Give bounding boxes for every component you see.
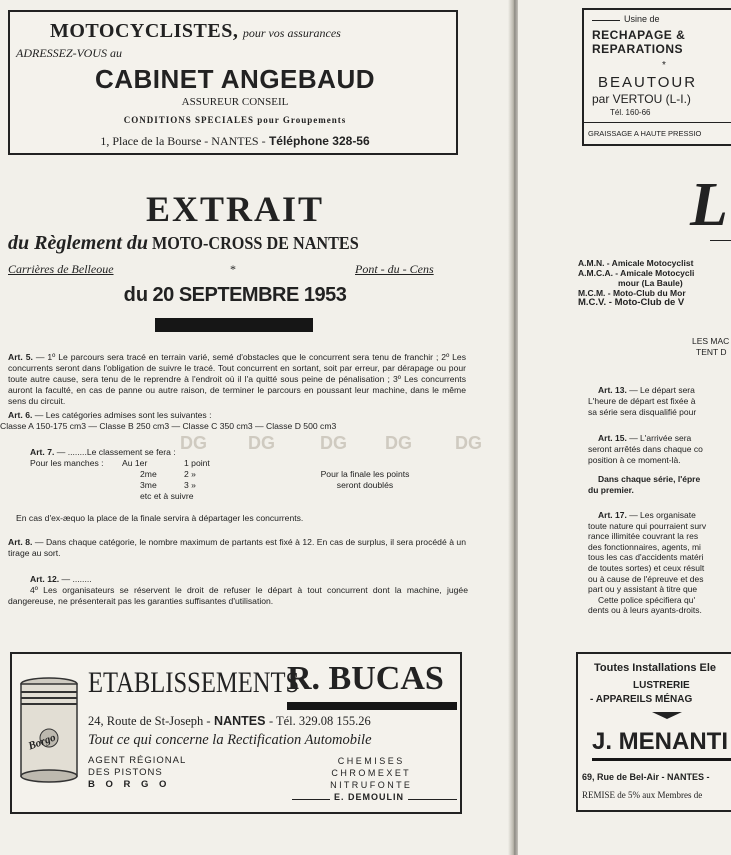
bucas-ad bbox=[10, 652, 462, 814]
bucas-slogan: Tout ce qui concerne la Rectification Automobile bbox=[88, 732, 372, 748]
bucas-demoulin: E. DEMOULIN bbox=[330, 792, 408, 802]
usine-line3: BEAUTOUR bbox=[598, 74, 698, 91]
insurance-headline-tail: pour vos assurances bbox=[242, 26, 341, 40]
les-mac-2: TENT D bbox=[696, 347, 727, 357]
article-12-para: 4º Les organisateurs se réservent le droit de refuser le départ à tout concurrent dont la machine, jugée dangereuse, ne présenterait pas les garanties suffisantes d'utilisation. bbox=[8, 585, 468, 606]
menanti-name: J. MENANTI bbox=[592, 728, 729, 755]
event-date: 20 SEPTEMBRE 1953 bbox=[152, 284, 347, 306]
usine-tel: Tél. 160-66 bbox=[610, 108, 651, 117]
usine-rule bbox=[592, 20, 620, 21]
watermark-2: DG bbox=[248, 433, 275, 453]
article-12 bbox=[30, 574, 488, 585]
article-8-label: Art. 8. bbox=[8, 537, 33, 547]
article-15 bbox=[588, 433, 703, 466]
bucas-city: NANTES bbox=[214, 714, 266, 728]
final-points bbox=[285, 469, 445, 491]
article-6-classes: Classe A 150-175 cm3 — Classe B 250 cm3 — Classe C 350 cm3 — Classe D 500 cm3 bbox=[0, 421, 337, 431]
article-17-line: des fonctionnaires, agents, mi bbox=[588, 541, 701, 552]
menanti-ad bbox=[576, 652, 731, 812]
article-17-line: rance illimitée couvrant la res bbox=[588, 531, 699, 542]
article-13-text-1: — Le départ sera bbox=[626, 385, 695, 395]
club-mcv: M.C.V. - Moto-Club de V bbox=[578, 297, 685, 308]
article-7-tie: En cas d'ex-æquo la place de la finale servira à départager les concurrents. bbox=[16, 513, 304, 523]
club-mcm: M.C.M. - Moto-Club du Mor bbox=[578, 288, 686, 298]
article-13 bbox=[588, 385, 696, 418]
article-17-line: dents ou à leurs ayants-droits. bbox=[588, 605, 702, 616]
piston-label: Borgo bbox=[26, 731, 58, 753]
dans-chaque-2: du premier. bbox=[588, 485, 634, 495]
article-13-label: Art. 13. bbox=[598, 385, 627, 395]
article-6-label: Art. 6. bbox=[8, 410, 33, 420]
article-12-text: — ........ bbox=[59, 574, 92, 584]
article-7-label: Art. 7. bbox=[30, 447, 55, 457]
article-13-text-3: sa série sera disqualifié pour bbox=[588, 407, 697, 417]
borgo-piston-image bbox=[18, 676, 80, 784]
points-value: 3 » bbox=[184, 480, 196, 490]
usine-footer-rule bbox=[584, 122, 731, 123]
menanti-line1: Toutes Installations Ele bbox=[594, 662, 717, 674]
insurance-subline: ADRESSEZ-VOUS au bbox=[16, 46, 122, 60]
insurance-conditions: CONDITIONS SPECIALES pour Groupements bbox=[123, 115, 347, 125]
agent-line-2: DES PISTONS bbox=[88, 767, 163, 778]
points-place: Au 1er bbox=[122, 458, 148, 468]
article-7-text: — ........Le classement se fera : bbox=[54, 447, 176, 457]
les-mac-1: LES MAC bbox=[692, 336, 730, 346]
watermark-5: DG bbox=[455, 433, 482, 453]
usine-line4: par VERTOU (L-I.) bbox=[592, 92, 691, 106]
article-17 bbox=[588, 510, 706, 616]
final-points-1: Pour la finale les points bbox=[320, 469, 410, 479]
bucas-tel: - Tél. 329.08 155.26 bbox=[268, 714, 371, 728]
big-letter: L bbox=[690, 171, 728, 239]
location-right: Pont - du - Cens bbox=[355, 262, 434, 276]
title-reglement: du Règlement du bbox=[8, 232, 149, 254]
usine-line1: RECHAPAGE & bbox=[592, 28, 686, 42]
watermark-4: DG bbox=[385, 433, 412, 453]
right-page bbox=[518, 0, 731, 855]
title-rule bbox=[155, 318, 313, 332]
menanti-addr: 69, Rue de Bel-Air - NANTES - bbox=[582, 772, 710, 782]
bucas-etablissements: ETABLISSEMENTS bbox=[88, 666, 300, 699]
title-motocross: MOTO-CROSS DE NANTES bbox=[152, 233, 360, 253]
agent-line-3: B O R G O bbox=[88, 779, 171, 790]
service-line-1: C H E M I S E S bbox=[337, 756, 403, 766]
article-17-line: ou à cause de l'épreuve et des bbox=[588, 573, 704, 584]
bucas-name: R. BUCAS bbox=[287, 660, 444, 697]
points-place: 2me bbox=[140, 469, 157, 479]
article-17-line: part ou y assistant à titre que bbox=[588, 584, 698, 595]
club-amn: A.M.N. - Amicale Motocyclist bbox=[578, 258, 694, 268]
article-12-label: Art. 12. bbox=[30, 574, 60, 584]
article-17-line: Cette police spécifiera qu' bbox=[598, 594, 696, 605]
article-15-text-1: — L'arrivée sera bbox=[626, 433, 692, 443]
bucas-name-rule bbox=[287, 702, 457, 710]
article-15-text-2: seront arrêtés dans chaque co bbox=[588, 444, 703, 454]
bucas-services bbox=[290, 755, 450, 791]
menanti-rule bbox=[592, 758, 731, 761]
points-place: 3me bbox=[140, 480, 157, 490]
insurance-headline: MOTOCYCLISTES, bbox=[50, 20, 239, 42]
menanti-line3: - APPAREILS MÉNAG bbox=[590, 694, 693, 705]
menanti-line2: LUSTRERIE bbox=[633, 680, 690, 691]
club-amca-cont: mour (La Baule) bbox=[618, 278, 683, 288]
location-left: Carrières de Belleoue bbox=[8, 262, 114, 276]
points-value: 2 » bbox=[184, 469, 196, 479]
bucas-address: 24, Route de St-Joseph - bbox=[88, 714, 211, 728]
article-5 bbox=[8, 352, 466, 407]
date-prefix: du bbox=[123, 284, 149, 306]
article-7-heats: Pour les manches : bbox=[30, 458, 104, 468]
les-mac bbox=[692, 336, 729, 358]
usine-label: Usine de bbox=[624, 14, 660, 24]
article-7 bbox=[30, 447, 488, 458]
points-place: etc et à suivre bbox=[140, 491, 194, 501]
article-8-text: — Dans chaque catégorie, le nombre maximum de partants est fixé à 12. En cas de surplus, il sera procédé à un tirage au sort. bbox=[8, 537, 466, 558]
article-17-line: — Les organisate bbox=[626, 510, 696, 520]
insurance-address: 1, Place de la Bourse - NANTES - bbox=[100, 134, 266, 148]
dans-chaque bbox=[588, 474, 700, 496]
menanti-remise: REMISE de 5% aux Membres de bbox=[582, 790, 703, 800]
insurance-role: ASSUREUR CONSEIL bbox=[181, 96, 289, 108]
title-extrait: EXTRAIT bbox=[145, 189, 325, 229]
insurance-ad bbox=[8, 10, 458, 155]
points-value: 1 point bbox=[184, 458, 210, 468]
menanti-ornament bbox=[652, 710, 682, 720]
article-5-text: — 1º Le parcours sera tracé en terrain varié, semé d'obstacles que le concurrent sera tenu de franchir ; 2º Les concurrents seront dans l'obligation de suivre le tracé. Tout concurrent en sortant, soit par erreur, par dérapage ou pour toute autre cause, sera tenu de le reprendre à l'endroit où il l'a quitté sous peine de pénalisation ; 3º Les concurrents auront la faculté, en cas de panne ou autre raison, de terminer le parcours en poussant leur machine, dans le même sens du circuit. bbox=[8, 352, 466, 406]
article-17-line: toute nature qui pourraient surv bbox=[588, 520, 707, 531]
club-amca: A.M.C.A. - Amicale Motocycli bbox=[578, 268, 695, 278]
watermark-1: DG bbox=[180, 433, 207, 453]
bucas-agent bbox=[88, 755, 186, 791]
location-sep: * bbox=[230, 262, 236, 276]
article-17-label: Art. 17. bbox=[598, 510, 627, 520]
insurance-company: CABINET ANGEBAUD bbox=[94, 64, 376, 94]
usine-footer: GRAISSAGE A HAUTE PRESSIO bbox=[588, 129, 702, 138]
final-points-2: seront doublés bbox=[336, 480, 394, 490]
article-17-line: tous les cas d'accidents matéri bbox=[588, 552, 704, 563]
usine-star: * bbox=[662, 60, 666, 71]
article-6 bbox=[8, 410, 466, 421]
article-15-text-3: position à ce moment-là. bbox=[588, 455, 681, 465]
dans-chaque-1: Dans chaque série, l'épre bbox=[598, 474, 701, 484]
watermark-3: DG bbox=[320, 433, 347, 453]
insurance-phone: Téléphone 328-56 bbox=[268, 134, 370, 148]
article-6-text: — Les catégories admises sont les suivantes : bbox=[32, 410, 212, 420]
big-letter-rule bbox=[710, 240, 731, 241]
club-list bbox=[578, 258, 694, 308]
article-15-label: Art. 15. bbox=[598, 433, 627, 443]
article-5-label: Art. 5. bbox=[8, 352, 33, 362]
service-line-3: N I T R U F O N T E bbox=[330, 780, 410, 790]
agent-line-1: AGENT RÉGIONAL bbox=[88, 755, 187, 766]
usine-ad bbox=[582, 8, 731, 146]
usine-line2: REPARATIONS bbox=[592, 42, 684, 56]
article-17-line: de toutes sortes) et ceux résult bbox=[588, 562, 705, 573]
article-13-text-2: L'heure de départ est fixée à bbox=[588, 396, 696, 406]
points-table bbox=[122, 458, 262, 502]
article-8 bbox=[8, 537, 466, 559]
service-line-2: C H R O M E X E T bbox=[331, 768, 409, 778]
